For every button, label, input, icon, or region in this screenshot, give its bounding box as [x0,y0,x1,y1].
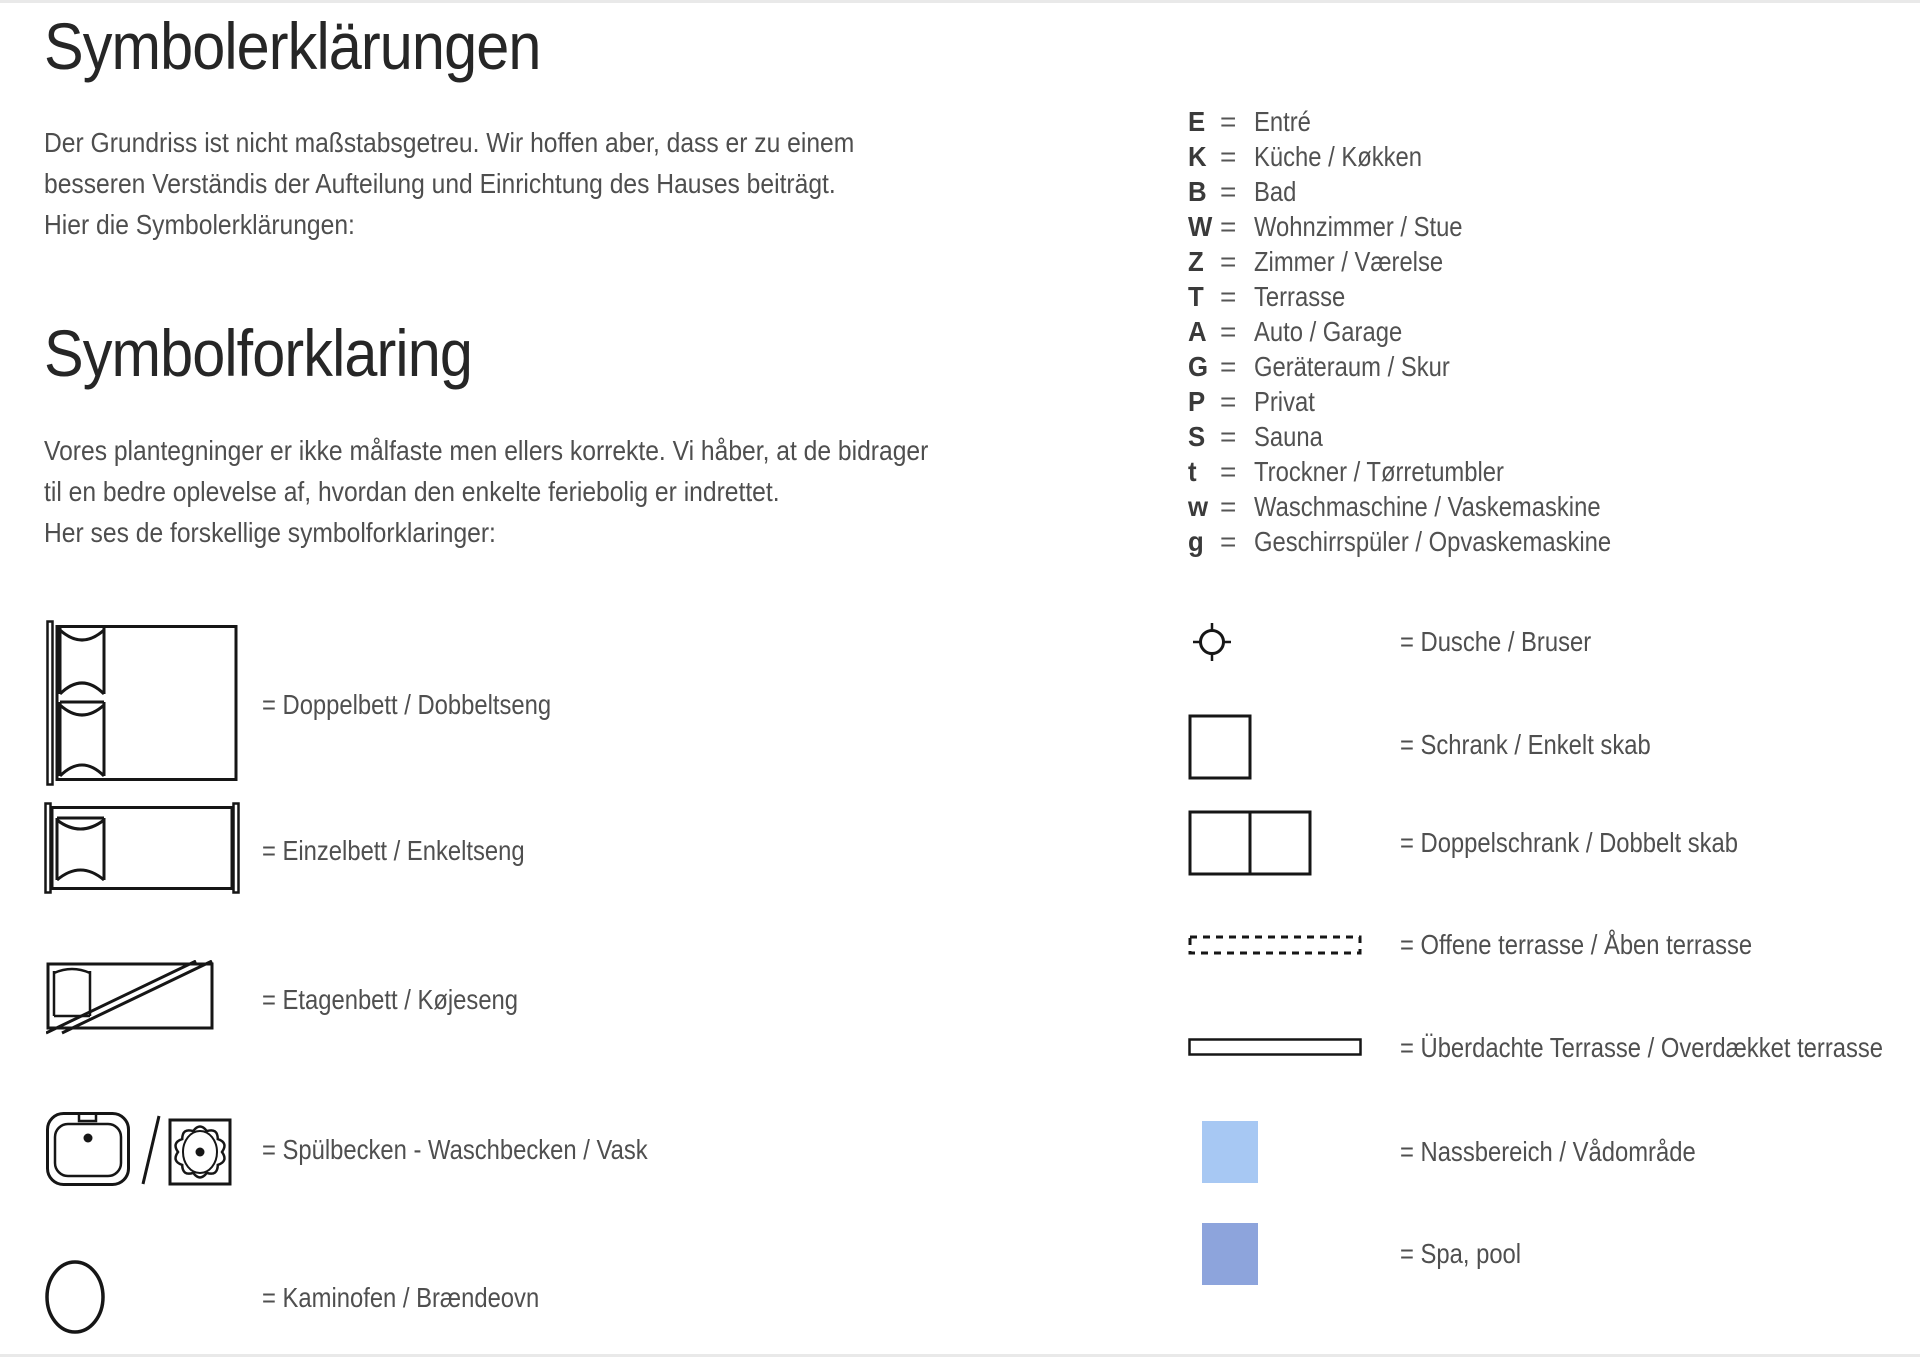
room-code-letter: E [1188,105,1206,137]
wet-area-icon [1202,1121,1258,1183]
room-code-name: Auto / Garage [1254,315,1403,347]
intro-danish-line3: Her ses de forskellige symbolforklaringer: [44,517,496,548]
room-code-row [1188,524,1674,559]
equals-sign: = [1220,315,1237,347]
open-terrace-icon [1188,935,1362,957]
room-code-name: Trockner / Tørretumbler [1254,455,1504,487]
room-code-letter: B [1188,175,1207,207]
equals-sign: = [1220,385,1237,417]
intro-danish [44,430,928,553]
double-bed-icon [46,620,238,786]
room-code-name: Sauna [1254,420,1323,452]
double-bed-label: = Doppelbett / Dobbeltseng [262,689,552,720]
intro-danish-line1: Vores plantegninger er ikke målfaste men ellers korrekte. Vi håber, at de bidrager [44,435,929,466]
room-code-letter: G [1188,350,1209,382]
intro-german [44,122,854,245]
equals-sign: = [1220,490,1237,522]
room-code-name: Bad [1254,175,1297,207]
room-code-letter: w [1188,490,1209,522]
room-code-letter: W [1188,210,1213,242]
shower-icon [1190,620,1234,664]
single-bed-label: = Einzelbett / Enkeltseng [262,835,525,866]
room-code-letter: S [1188,420,1206,452]
wet-area-label: = Nassbereich / Vådområde [1400,1136,1696,1167]
room-code-letter: K [1188,140,1207,172]
single-bed-icon [44,802,240,894]
sink-basin-icon [46,1108,130,1186]
double-closet-label: = Doppelschrank / Dobbelt skab [1400,827,1739,858]
room-code-name: Entré [1254,105,1311,137]
room-code-letter: t [1188,455,1197,487]
bunk-bed-label: = Etagenbett / Køjeseng [262,984,519,1015]
equals-sign: = [1220,525,1237,557]
top-hairline [0,0,1920,3]
room-code-row [1188,104,1674,139]
intro-danish-line2: til en bedre oplevelse af, hvordan den enkelte feriebolig er indrettet. [44,476,780,507]
room-code-row [1188,314,1674,349]
shower-label: = Dusche / Bruser [1400,626,1592,657]
room-code-name: Zimmer / Værelse [1254,245,1444,277]
intro-german-line1: Der Grundriss ist nicht maßstabsgetreu. Wir hoffen aber, dass er zu einem [44,127,855,158]
room-code-letter: A [1188,315,1207,347]
room-code-name: Terrasse [1254,280,1346,312]
heading-danish: Symbolforklaring [44,316,472,390]
round-sink-icon [168,1118,232,1188]
equals-sign: = [1220,420,1237,452]
room-code-name: Wohnzimmer / Stue [1254,210,1463,242]
equals-sign: = [1220,455,1237,487]
intro-german-line2: besseren Verständis der Aufteilung und Einrichtung des Hauses beiträgt. [44,168,836,199]
sink-label: = Spülbecken - Waschbecken / Vask [262,1134,648,1165]
room-code-row [1188,489,1674,524]
covered-terrace-label: = Überdachte Terrasse / Overdækket terrasse [1400,1032,1884,1063]
spa-pool-icon [1202,1223,1258,1285]
closet-label: = Schrank / Enkelt skab [1400,729,1651,760]
room-code-name: Küche / Køkken [1254,140,1423,172]
equals-sign: = [1220,175,1237,207]
room-code-letter: Z [1188,245,1204,277]
closet-icon [1188,714,1252,780]
spa-pool-label: = Spa, pool [1400,1238,1522,1269]
heading-german: Symbolerklärungen [44,9,541,83]
room-code-row [1188,384,1674,419]
room-code-row [1188,419,1674,454]
equals-sign: = [1220,350,1237,382]
room-code-name: Geschirrspüler / Opvaskemaskine [1254,525,1612,557]
room-code-letter: T [1188,280,1204,312]
room-code-list [1188,104,1674,559]
equals-sign: = [1220,210,1237,242]
room-code-row [1188,349,1674,384]
bunk-bed-icon [46,960,218,1036]
double-closet-icon [1188,810,1312,876]
wood-stove-icon [44,1259,106,1335]
wood-stove-label: = Kaminofen / Brændeovn [262,1282,540,1313]
room-code-letter: g [1188,525,1204,557]
equals-sign: = [1220,140,1237,172]
room-code-row [1188,209,1674,244]
covered-terrace-icon [1188,1038,1362,1058]
open-terrace-label: = Offene terrasse / Åben terrasse [1400,929,1753,960]
room-code-row [1188,139,1674,174]
room-code-letter: P [1188,385,1206,417]
slash-separator-icon [140,1114,162,1186]
equals-sign: = [1220,105,1237,137]
room-code-name: Waschmaschine / Vaskemaskine [1254,490,1601,522]
equals-sign: = [1220,280,1237,312]
room-code-row [1188,279,1674,314]
room-code-row [1188,244,1674,279]
room-code-name: Geräteraum / Skur [1254,350,1450,382]
equals-sign: = [1220,245,1237,277]
room-code-row [1188,174,1674,209]
room-code-name: Privat [1254,385,1315,417]
intro-german-line3: Hier die Symbolerklärungen: [44,209,355,240]
room-code-row [1188,454,1674,489]
